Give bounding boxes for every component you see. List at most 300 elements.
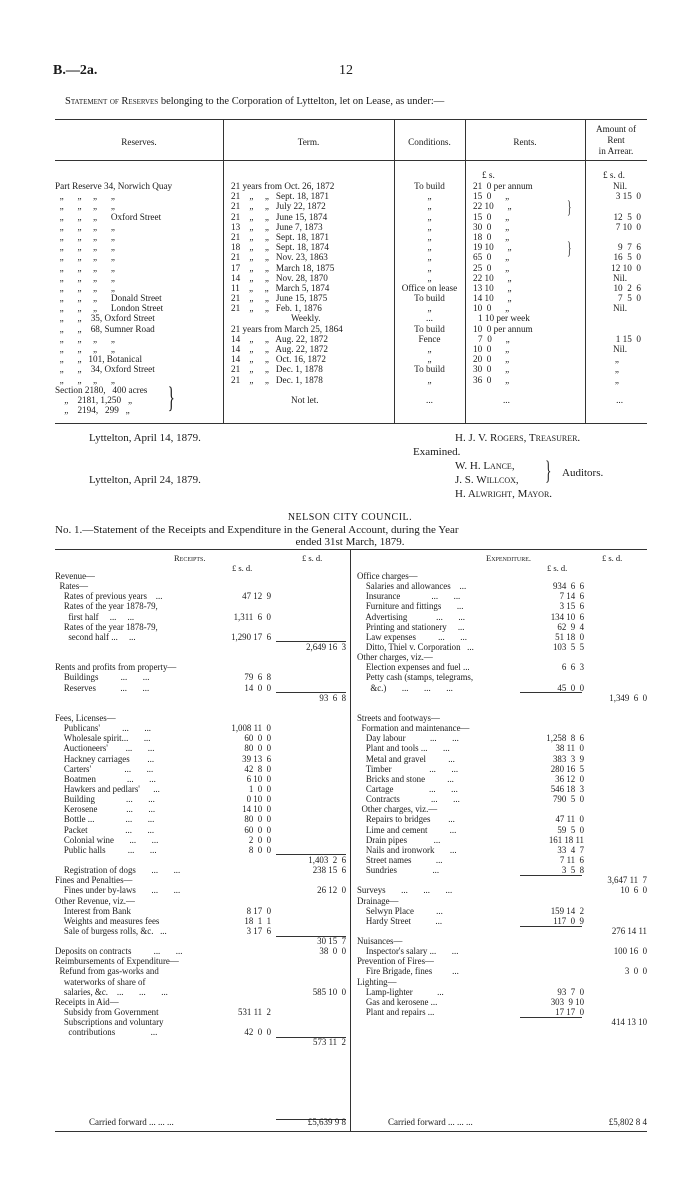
arrear-row: [585, 232, 641, 242]
expenditure-amount: 546 18 3: [550, 783, 584, 794]
receipts-lines: [55, 571, 182, 1058]
expenditure-total: [576, 774, 647, 784]
arrear-row: [585, 385, 641, 395]
expenditure-line: Gas and kerosene ...: [357, 996, 438, 1007]
expenditure-amount: 280 16 5: [550, 763, 584, 774]
receipt-line: Fines under by-laws ... ...: [55, 885, 181, 896]
receipt-amount: 14 0 0: [244, 682, 271, 693]
receipt-amount: [200, 622, 271, 632]
expenditure-amount: [510, 672, 584, 682]
term-row: 14 „ „ Aug. 22, 1872: [231, 333, 328, 344]
expenditure-line: Lime and cement ...: [357, 824, 457, 835]
receipt-total: [275, 804, 346, 814]
expenditure-total: [576, 713, 647, 723]
expenditure-amount: 117 0 9: [553, 915, 584, 926]
expenditure-total: [576, 743, 647, 753]
expenditure-line: [357, 875, 474, 885]
receipt-line: Other Revenue, viz.—: [55, 895, 135, 906]
receipt-line: contributions ...: [55, 1027, 158, 1038]
receipt-total: [275, 906, 346, 916]
expenditure-amount: 36 12 0: [555, 773, 584, 784]
council-heading: NELSON CITY COUNCIL.: [287, 512, 413, 523]
receipt-amount: 79 6 8: [244, 672, 271, 683]
expenditure-line: Formation and maintenance—: [357, 723, 470, 734]
receipt-line: [55, 693, 182, 703]
reserve-row: „ „ „ „: [55, 242, 115, 253]
term-row: 21 „ „ June 15, 1875: [231, 293, 328, 304]
rent-row: 10 0 „: [473, 303, 510, 314]
expenditure-total: [576, 733, 647, 743]
receipt-total: [275, 754, 346, 764]
rent-row: [473, 385, 533, 395]
receipt-amount: [200, 1048, 271, 1058]
receipt-line: waterworks of share of: [55, 976, 146, 987]
receipt-line: Kerosene ... ...: [55, 804, 156, 815]
expenditure-amount: [510, 652, 584, 662]
receipt-amount: [200, 966, 271, 976]
term-row: 21 „ „ Dec. 1, 1878: [231, 364, 323, 375]
expenditure-line: Bricks and stone ...: [357, 773, 454, 784]
receipt-total: 238 15 6: [312, 865, 346, 876]
receipt-total: 93 6 8: [319, 692, 346, 703]
expenditure-amount: [510, 896, 584, 906]
arrear-row: „: [614, 364, 619, 375]
expenditure-total: [576, 1048, 647, 1058]
term-row: 21 „ „ June 15, 1874: [231, 211, 328, 222]
reserves-column: [55, 181, 172, 415]
expenditure-line: Street names ...: [357, 854, 443, 865]
arrear-row: 7 10 0: [615, 221, 641, 232]
condition-row: To build: [414, 364, 445, 375]
expenditure-line: Fire Brigade, fines ...: [357, 966, 459, 977]
condition-row: „: [427, 211, 432, 222]
expenditure-line: Lamp-lighter ...: [357, 986, 444, 997]
receipt-line: [55, 652, 182, 662]
rents-units: £ s.: [482, 170, 495, 180]
rent-row: 18 0 „: [473, 231, 510, 242]
expenditure-total: [576, 956, 647, 966]
arrear-row: [585, 324, 641, 334]
rent-row: 21 0 per annum: [473, 181, 533, 191]
header-reserves: Reserves.: [121, 137, 157, 147]
rent-row: 22 10 „: [473, 201, 512, 212]
receipt-total: [275, 1007, 346, 1017]
term-row: 14 „ „ Nov. 28, 1870: [231, 272, 328, 283]
expenditure-total: [576, 683, 647, 693]
receipt-total: [275, 977, 346, 987]
expenditure-amount: [510, 936, 584, 946]
arrear-row: Nil.: [612, 344, 627, 354]
expenditure-line: Plant and repairs ...: [357, 1007, 435, 1018]
expenditure-line: Drainage—: [357, 895, 399, 906]
auditors-label: Auditors.: [562, 467, 604, 479]
expenditure-line: Office charges—: [357, 571, 418, 581]
rent-brace-2: }: [567, 238, 572, 258]
expenditure-line: Advertising ... ...: [357, 611, 465, 622]
rent-row: 30 0 „: [473, 221, 510, 232]
expenditure-amount: 51 18 0: [555, 631, 584, 642]
rent-row: ...: [503, 394, 510, 405]
receipt-line: Rates of the year 1878-79,: [55, 621, 158, 632]
expenditure-line: Plant and tools ... ...: [357, 743, 450, 754]
page-number: 12: [339, 63, 353, 78]
expenditure-line: Sundries ...: [357, 865, 440, 876]
receipt-amount: 8 0 0: [248, 844, 271, 855]
receipt-amount: [200, 571, 271, 581]
expenditure-total: [576, 723, 647, 733]
expenditure-total: [576, 1037, 647, 1047]
receipt-total: 2,649 16 3: [306, 641, 346, 652]
receipt-line: Reserves ... ...: [55, 682, 150, 693]
expenditure-total: [576, 764, 647, 774]
expenditure-amount: 59 5 0: [557, 824, 584, 835]
auditors-brace: }: [545, 456, 552, 485]
condition-row: To build: [414, 323, 445, 334]
expenditure-amount: [510, 804, 584, 814]
receipt-amount: 80 0 0: [244, 743, 271, 754]
receipt-total: [275, 794, 346, 804]
header-arrears-1: Amount of: [595, 124, 637, 134]
expenditure-amount: 38 11 0: [555, 743, 584, 754]
receipt-total: [275, 1027, 346, 1037]
reserve-row: „ „ 34, Oxford Street: [55, 364, 155, 375]
arrear-row: 12 10 0: [611, 262, 641, 273]
receipt-total: [275, 764, 346, 774]
units-expenditure-2: £ s. d.: [602, 553, 623, 563]
expenditure-line: &c.) ... ... ...: [357, 682, 453, 693]
receipt-line: Fines and Penalties—: [55, 875, 133, 886]
rent-row: 25 0 „: [473, 262, 510, 273]
receipt-total: 573 11 2: [313, 1037, 346, 1048]
receipt-line: [55, 855, 182, 865]
sections-brace: }: [167, 381, 175, 414]
arrear-row: 1 15 0: [615, 333, 641, 344]
reserve-row: „ „ „ Donald Street: [55, 293, 162, 304]
term-row: 14 „ „ Oct. 16, 1872: [231, 354, 326, 365]
receipt-amount: [200, 703, 271, 713]
receipt-amount: 8 17 0: [246, 905, 271, 916]
expenditure-amount: [510, 926, 584, 936]
expenditure-amount: 134 10 6: [550, 611, 584, 622]
receipt-line: Colonial wine ... ...: [55, 834, 159, 845]
term-row: 21 „ „ July 22, 1872: [231, 201, 326, 212]
expenditure-total: [576, 601, 647, 611]
receipt-amount: [200, 997, 271, 1007]
expenditure-amount: [510, 1037, 584, 1047]
receipt-line: Sale of burgess rolls, &c. ...: [55, 925, 167, 936]
arrear-row: 9 7 6: [618, 242, 641, 253]
receipt-line: Wholesale spirit... ...: [55, 733, 151, 744]
header-conditions: Conditions.: [408, 137, 451, 147]
statement-title-1: No. 1.—Statement of the Receipts and Expenditure in the General Account, during the Year: [55, 524, 459, 536]
receipt-amount: 3 17 6: [246, 925, 271, 936]
receipt-total: 38 0 0: [319, 946, 346, 957]
expenditure-amount: 161 18 11: [548, 834, 584, 845]
expenditure-total: [576, 1027, 647, 1037]
carried-forward-expenditure-value: £5,802 8 4: [608, 1117, 647, 1127]
condition-row: Office on lease: [401, 282, 458, 293]
reserve-row: „ „ 35, Oxford Street: [55, 313, 155, 324]
expenditure-total: [576, 794, 647, 804]
carried-forward-receipts-label: Carried forward ... ... ...: [89, 1117, 174, 1127]
receipt-line: [55, 703, 182, 713]
rent-row: 19 10 „: [473, 242, 512, 253]
rent-brace-1: }: [567, 197, 572, 217]
reserve-row: „ 2181, 1,250 „: [55, 394, 133, 405]
receipt-total: [275, 591, 346, 601]
expenditure-total: [576, 652, 647, 662]
rent-row: 7 0 „: [478, 333, 510, 344]
condition-row: „: [427, 344, 432, 354]
receipt-total: [275, 784, 346, 794]
receipt-line: first half ... ...: [55, 611, 135, 622]
expenditure-line: Nuisances—: [357, 936, 403, 947]
receipt-amount: 42 8 0: [244, 763, 271, 774]
expenditure-line: Salaries and allowances ...: [357, 581, 467, 592]
expenditure-line: [357, 926, 474, 936]
condition-row: To build: [414, 293, 445, 304]
expenditure-line: Drain pipes ...: [357, 834, 441, 845]
expenditure-line: Printing and stationery ...: [357, 621, 465, 632]
receipt-amount: 0 10 0: [246, 794, 271, 805]
expenditure-total: 276 14 11: [611, 925, 647, 936]
expenditure-line: Selwyn Place ...: [357, 905, 443, 916]
expenditure-total: 100 16 0: [613, 946, 647, 957]
expenditure-amount: 62 9 4: [557, 621, 584, 632]
rent-row: 10 0 per annum: [473, 323, 533, 334]
receipt-total: [275, 774, 346, 784]
reserve-row: „ 2194, 299 „: [55, 405, 130, 416]
expenditure-amount: 103 5 5: [552, 641, 584, 652]
receipt-amount: [200, 885, 271, 895]
receipt-amount: [200, 693, 271, 703]
expenditure-line: [357, 1017, 474, 1027]
expenditure-amount: [510, 885, 584, 895]
condition-row: [394, 385, 465, 395]
receipt-total: [275, 835, 346, 845]
reserve-row: „ „ „ „: [55, 282, 115, 293]
receipt-total: [275, 672, 346, 682]
expenditure-amount: [510, 713, 584, 723]
term-row: 11 „ „ March 5, 1874: [231, 282, 330, 293]
expenditure-total: [576, 591, 647, 601]
arrear-row: [585, 201, 641, 211]
receipt-total: [275, 713, 346, 723]
receipt-amount: 18 1 1: [244, 915, 271, 926]
mayor-signature: H. Alwright, Mayor.: [455, 488, 553, 500]
receipt-amount: 6 10 0: [246, 773, 271, 784]
treasurer-signature: H. J. V. Rogers, Treasurer.: [455, 432, 581, 444]
receipt-amount: 1,290 17 6: [231, 631, 271, 642]
receipt-line: Building ... ...: [55, 794, 155, 805]
receipt-line: [55, 1048, 182, 1058]
receipt-amount: [200, 1037, 271, 1047]
receipt-total: 30 15 7: [317, 936, 346, 947]
expenditure-line: Other charges, viz.—: [357, 652, 433, 663]
expenditure-amount: 159 14 2: [550, 905, 584, 916]
receipt-line: Subsidy from Government: [55, 1007, 159, 1018]
reserves-title: [65, 96, 444, 107]
reserve-row: „ „ „ „: [55, 344, 115, 354]
receipt-total: [275, 622, 346, 632]
receipt-amount: [200, 1017, 271, 1027]
receipt-line: Refund from gas-works and: [55, 966, 159, 977]
condition-row: [394, 405, 465, 415]
condition-row: „: [427, 221, 432, 232]
expenditure-line: [357, 693, 474, 703]
expenditure-total: 414 13 10: [611, 1017, 647, 1028]
expenditure-total: 1,349 6 0: [609, 692, 647, 703]
receipt-total: [275, 652, 346, 662]
units-expenditure-1: £ s. d.: [547, 563, 568, 573]
condition-row: „: [427, 191, 432, 202]
arrear-row: „: [614, 374, 619, 385]
expenditure-line: Repairs to bridges ...: [357, 814, 455, 825]
expenditure-line: [357, 1027, 474, 1037]
expenditure-amount: [510, 946, 584, 956]
expenditure-col2: [576, 571, 647, 1058]
receipt-line: Public halls ... ...: [55, 844, 157, 855]
expenditure-amount: 303 9 10: [550, 996, 584, 1007]
arrear-row: [585, 405, 641, 415]
expenditure-amount: 3 5 8: [561, 865, 584, 876]
arrear-row: Nil.: [612, 272, 627, 283]
expenditure-amount: [510, 1048, 584, 1058]
lyttelton-date-1: Lyttelton, April 14, 1879.: [89, 432, 201, 444]
term-row: 21 „ „ Feb. 1, 1876: [231, 303, 322, 314]
condition-row: ...: [426, 394, 433, 405]
rent-row: 13 10 „: [473, 282, 512, 293]
auditor-willcox: J. S. Willcox,: [455, 474, 519, 486]
receipt-line: salaries, &c. ... ... ...: [55, 986, 168, 997]
reserve-row: „ „ „ „: [55, 262, 115, 273]
expenditure-total: [576, 896, 647, 906]
expenditure-amount: 45 0 0: [557, 682, 584, 693]
term-row: 13 „ „ June 7, 1873: [231, 221, 323, 232]
rent-row: 20 0 „: [473, 354, 510, 365]
condition-row: To build: [414, 181, 445, 191]
arrear-row: Nil.: [612, 303, 627, 314]
expenditure-total: [576, 845, 647, 855]
receipt-line: Reimbursements of Expenditure—: [55, 956, 179, 967]
expenditure-total: [576, 672, 647, 682]
condition-row: „: [427, 374, 432, 385]
expenditure-line: Insurance ... ...: [357, 591, 461, 602]
condition-row: Fence: [418, 333, 441, 344]
receipt-total: [275, 1048, 346, 1058]
reserve-row: „ „ „ „: [55, 231, 115, 242]
rents-column: [473, 181, 533, 415]
receipt-line: Rents and profits from property—: [55, 662, 177, 673]
expenditure-line: Timber ... ...: [357, 763, 459, 774]
reserve-row: „ „ „ Oxford Street: [55, 211, 162, 222]
expenditure-total: [576, 581, 647, 591]
receipt-line: Hawkers and pedlars' ...: [55, 783, 160, 794]
arrear-row: 16 5 0: [613, 252, 641, 263]
reserve-row: „ „ „ „: [55, 201, 115, 212]
receipt-amount: 60 0 0: [244, 824, 271, 835]
receipt-line: Revenue—: [55, 571, 95, 581]
reserve-row: „ „ 101, Botanical: [55, 354, 143, 365]
term-row: Not let.: [291, 394, 319, 405]
condition-row: „: [427, 262, 432, 273]
page-reference: B.—2a.: [53, 63, 98, 78]
arrear-row: „: [614, 354, 619, 365]
rent-row: 10 0 „: [473, 344, 510, 354]
receipt-amount: [200, 977, 271, 987]
term-row: 21 „ „ Dec. 1, 1878: [231, 374, 323, 385]
receipt-total: [275, 733, 346, 743]
carried-forward-expenditure-label: Carried forward ... ... ...: [388, 1117, 473, 1127]
expenditure-total: [576, 865, 647, 875]
receipt-total: [275, 1017, 346, 1027]
expenditure-amount: 33 4 7: [557, 844, 584, 855]
expenditure-line: [357, 1048, 474, 1058]
expenditure-total: [576, 814, 647, 824]
arrear-row: [585, 313, 641, 323]
receipt-amount: [200, 936, 271, 946]
expenditure-total: [576, 977, 647, 987]
receipt-amount: 42 0 0: [244, 1027, 271, 1038]
receipt-line: Registration of dogs ... ...: [55, 865, 181, 876]
expenditure-total: [576, 784, 647, 794]
expenditure-line: Day labour ... ...: [357, 733, 459, 744]
examined-label: Examined.: [413, 446, 461, 458]
receipt-total: [275, 703, 346, 713]
condition-row: „: [427, 201, 432, 212]
auditor-lance: W. H. Lance,: [455, 460, 515, 472]
expenditure-line: Other charges, viz.—: [357, 804, 438, 815]
units-receipts-1: £ s. d.: [232, 563, 253, 573]
arrears-column: [585, 181, 641, 415]
receipt-amount: 1 0 0: [248, 783, 271, 794]
receipt-total: [275, 926, 346, 936]
receipt-amount: 1,008 11 0: [231, 723, 271, 734]
expenditure-amount: [510, 723, 584, 733]
receipt-line: second half ... ...: [55, 631, 136, 642]
term-row: 21 „ „ Sept. 18, 1871: [231, 191, 329, 202]
reserve-row: „ „ „ „: [55, 374, 115, 385]
expenditure-line: Surveys ... ... ...: [357, 885, 453, 896]
term-column: [231, 181, 343, 415]
receipt-line: Publicans' ... ...: [55, 723, 152, 734]
receipt-amount: 80 0 0: [244, 814, 271, 825]
expenditure-amount: 6 6 3: [561, 662, 584, 673]
reserve-row: „ „ „ „: [55, 272, 115, 283]
receipts-col2: [275, 571, 346, 1058]
reserve-row: „ „ 68, Sumner Road: [55, 323, 155, 334]
expenditure-total: [576, 754, 647, 764]
expenditure-amount: 93 7 0: [557, 986, 584, 997]
receipt-total: [275, 581, 346, 591]
receipt-line: Deposits on contracts ... ...: [55, 946, 183, 957]
reserve-row: „ „ „ „: [55, 221, 115, 232]
expenditure-line: Nails and ironwork ...: [357, 844, 457, 855]
receipt-total: 585 10 0: [312, 986, 346, 997]
expenditure-total: [576, 571, 647, 581]
expenditure-amount: 17 17 0: [555, 1007, 584, 1018]
lyttelton-date-2: Lyttelton, April 24, 1879.: [89, 474, 201, 486]
expenditure-total: [576, 987, 647, 997]
expenditure-total: [576, 642, 647, 652]
expenditure-line: [357, 1037, 474, 1047]
expenditure-line: Prevention of Fires—: [357, 956, 434, 967]
receipt-line: Weights and measures fees: [55, 915, 160, 926]
statement-title-2: ended 31st March, 1879.: [295, 536, 405, 548]
expenditure-lines: [357, 571, 474, 1058]
arrear-row: ...: [616, 394, 623, 405]
expenditure-total: [576, 916, 647, 926]
